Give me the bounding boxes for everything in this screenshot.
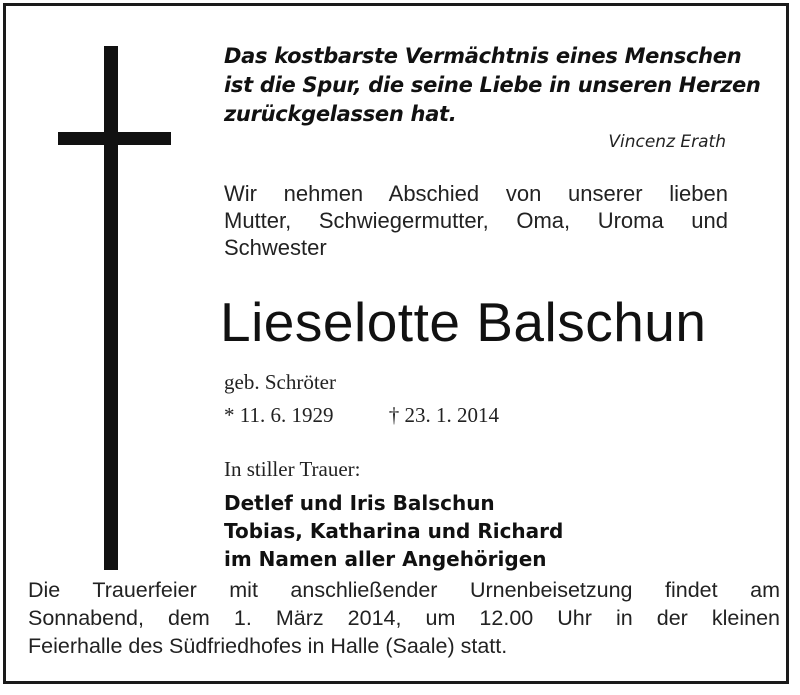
cross-icon-bar — [58, 132, 171, 145]
intro-text — [224, 180, 728, 261]
deceased-name: Lieselotte Balschun — [220, 291, 707, 353]
quote-line: ist die Spur, die seine Liebe in unseren Herzen — [224, 73, 761, 97]
mourner-line: Tobias, Katharina und Richard — [224, 519, 564, 543]
mourners-list — [224, 489, 563, 573]
quote-line: zurückgelassen hat. — [224, 102, 457, 126]
service-line: Feierhalle des Südfriedhofes in Halle (Saale) statt. — [28, 634, 508, 658]
mourners-heading: In stiller Trauer: — [224, 457, 361, 481]
intro-line: Mutter, Schwiegermutter, Oma, Uroma und — [224, 208, 728, 233]
quote-author: Vincenz Erath — [608, 132, 726, 152]
quote-line: Das kostbarste Vermächtnis eines Menschen — [224, 44, 742, 68]
service-line: Die Trauerfeier mit anschließender Urnenbeisetzung findet am — [28, 578, 780, 602]
mourner-line: im Namen aller Angehörigen — [224, 547, 547, 571]
mourner-line: Detlef und Iris Balschun — [224, 491, 495, 515]
intro-line: Schwester — [224, 235, 327, 260]
quote — [224, 42, 764, 129]
death-date: † 23. 1. 2014 — [388, 403, 499, 427]
cross-icon — [104, 46, 118, 570]
service-line: Sonnabend, dem 1. März 2014, um 12.00 Uhr in der kleinen — [28, 606, 780, 630]
life-dates — [224, 403, 499, 428]
birth-date: * 11. 6. 1929 — [224, 403, 334, 427]
intro-line: Wir nehmen Abschied von unserer lieben — [224, 181, 728, 206]
maiden-name: geb. Schröter — [224, 370, 336, 394]
service-info — [28, 576, 780, 660]
obituary-frame — [3, 3, 789, 684]
